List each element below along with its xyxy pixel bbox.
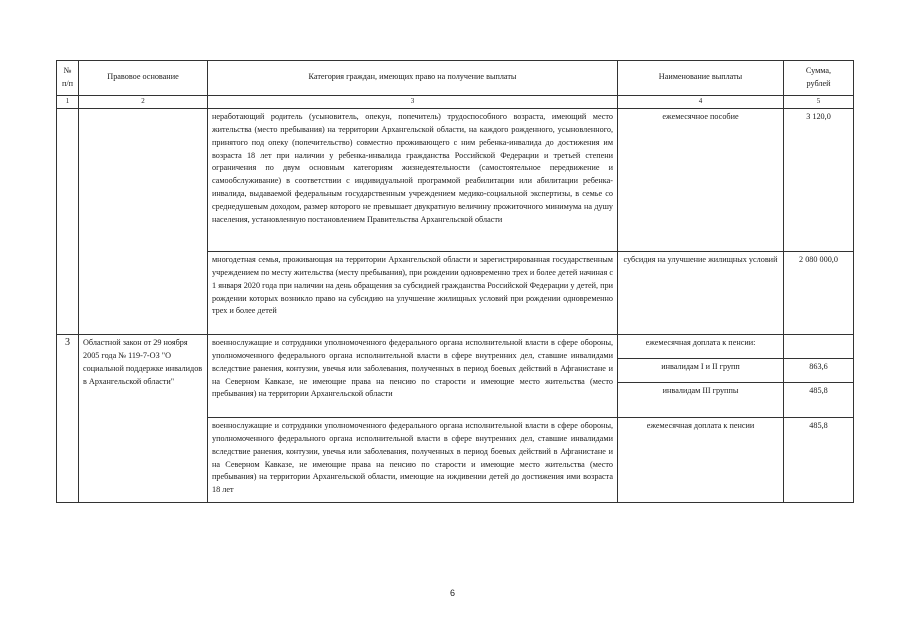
table-row <box>57 251 854 334</box>
row-basis-cell <box>79 108 208 251</box>
row-category-cell: военнослужащие и сотрудники уполномоченного федерального органа исполнительной власти в сфере обороны, уполномоченного федерального органа исполнительной власти в сфере внутренних дел, ставшие инвалидами вследствие ранения, контузии, увечья или заболевания, полученных в период боевых действий в Афганистане и на Северном Кавказе, не имеющие права на пенсию по старости и имеющие место жительства (место пребывания) на территории Архангельской области <box>208 334 618 417</box>
row-basis-cell: Областной закон от 29 ноября 2005 года № 119-7-ОЗ "О социальной поддержке инвалидов в Архангельской области" <box>79 334 208 417</box>
table-row <box>57 417 854 502</box>
row-category-cell: военнослужащие и сотрудники уполномоченного федерального органа исполнительной власти в сфере обороны, уполномоченного федерального органа исполнительной власти в сфере внутренних дел, ставшие инвалидами вследствие ранения, контузии, увечья или заболевания, полученных в период боевых действий в Афганистане и на Северном Кавказе, не имеющие права на пенсию по старости и имеющие место жительства (место пребывания) на территории Архангельской области, имеющие на иждивении детей до достижения ими возраста 18 лет <box>208 417 618 502</box>
row-basis-cell <box>79 251 208 334</box>
column-number: 2 <box>79 95 208 108</box>
row-payment-cell: ежемесячное пособие <box>618 108 784 251</box>
row-category-cell: неработающий родитель (усыновитель, опекун, попечитель) трудоспособного возраста, имеющий место жительства (место пребывания) на территории Архангельской области, на каждого рожденного, усыновленного, принятого под опеку (попечительство) совместно проживающего с ним ребенка-инвалида до достижения им возраста 18 лет при наличии у ребенка-инвалида гражданства Российской Федерации и третьей степени ограничения по двум основным категориям жизнедеятельности (самостоятельное передвижение и самообслуживание) в соответствии с индивидуальной программой реабилитации или абилитации ребенка-инвалида, выдаваемой федеральным государственным учреждением медико-социальной экспертизы, в семье со среднедушевым доходом, размер которого не превышает двукратную величину прожиточного минимума на душу населения, установленную постановлением Правительства Архангельской области <box>208 108 618 251</box>
column-number: 5 <box>784 95 854 108</box>
header-category: Категория граждан, имеющих право на получение выплаты <box>208 61 618 96</box>
row-payment-cell: ежемесячная доплата к пенсии <box>618 417 784 502</box>
row-basis-cell <box>79 417 208 502</box>
row-amount-cell: 485,8 <box>784 417 854 502</box>
column-number: 1 <box>57 95 79 108</box>
table-row <box>57 334 854 417</box>
column-number: 4 <box>618 95 784 108</box>
column-numbers-row <box>57 95 854 108</box>
header-basis: Правовое основание <box>79 61 208 96</box>
row-amount-cell <box>784 334 854 417</box>
payment-subrow: инвалидам III группы <box>662 385 739 395</box>
row-num-cell <box>57 108 79 251</box>
column-number: 3 <box>208 95 618 108</box>
amount-subrow: 485,8 <box>809 385 828 395</box>
benefits-table <box>56 60 854 503</box>
row-category-cell: многодетная семья, проживающая на территории Архангельской области и зарегистрированная государственным учреждением по месту жительства (месту пребывания), при рождении одновременно трех и более детей начиная с 1 января 2020 года при наличии на день обращения за субсидией гражданства Российской Федерации у детей, при рождении которых возникло право на субсидию на улучшение жилищных условий при рождении одновременно трех и более детей <box>208 251 618 334</box>
header-num: № п/п <box>57 61 79 96</box>
table-row <box>57 108 854 251</box>
table-header-row <box>57 61 854 96</box>
row-num-cell <box>57 417 79 502</box>
row-amount-cell: 2 080 000,0 <box>784 251 854 334</box>
page-number: 6 <box>449 588 455 598</box>
row-payment-cell: субсидия на улучшение жилищных условий <box>618 251 784 334</box>
row-num-cell <box>57 251 79 334</box>
amount-subrow: 863,6 <box>784 359 853 383</box>
row-num-cell: 3 <box>57 334 79 417</box>
payment-main-label: ежемесячная доплата к пенсии: <box>618 335 783 359</box>
amount-main <box>784 335 853 359</box>
row-amount-cell: 3 120,0 <box>784 108 854 251</box>
header-payment: Наименование выплаты <box>618 61 784 96</box>
header-amount: Сумма, рублей <box>784 61 854 96</box>
row-payment-cell <box>618 334 784 417</box>
payment-subrow: инвалидам I и II групп <box>618 359 783 383</box>
